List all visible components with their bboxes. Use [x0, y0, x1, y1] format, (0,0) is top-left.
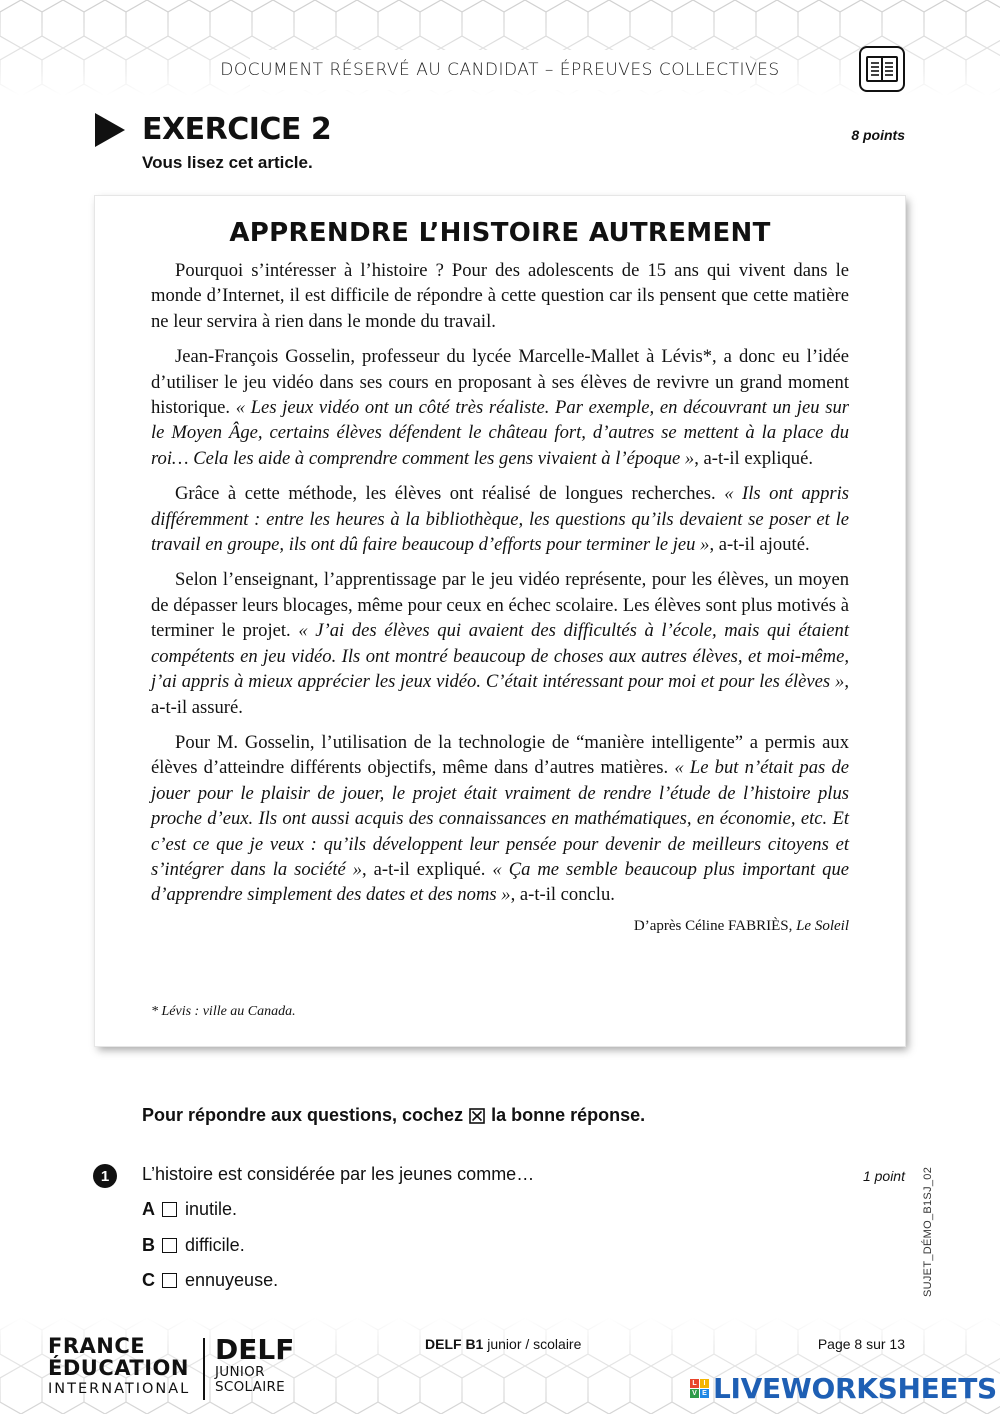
article-paragraph-1: [151, 258, 849, 334]
article-card: [95, 196, 905, 1046]
paragraph-text: Pour M. Gosselin, l’utilisation de la technologie de “manière intelligente” a permis aux élèves d’atteindre différents objectifs, même dans d’autres matières.: [151, 731, 849, 779]
exercise-points: 8 points: [851, 127, 905, 143]
article-paragraph-4: [151, 567, 849, 719]
liveworksheets-badge-icon: [690, 1379, 709, 1398]
answer-option-b[interactable]: [142, 1235, 245, 1256]
article-title: APPRENDRE L’HISTOIRE AUTREMENT: [229, 218, 771, 248]
instruction-text: Pour répondre aux questions, cochez: [142, 1105, 464, 1125]
paragraph-text: Jean-François Gosselin, professeur du lycée Marcelle-Mallet à Lévis*, a donc eu l’idée d’utiliser le jeu vidéo dans ses cours en proposant à ses élèves de revivre un grand moment historique.: [151, 346, 849, 419]
delf-logo: [215, 1335, 294, 1395]
logo-line: FRANCE: [48, 1334, 146, 1358]
option-letter: B: [142, 1235, 155, 1255]
question-number-badge: 1: [93, 1164, 117, 1188]
hexagon-pattern-top: [0, 0, 1000, 95]
answer-option-a[interactable]: [142, 1199, 237, 1220]
answer-instruction: [142, 1105, 645, 1126]
exercise-title: EXERCICE 2: [142, 112, 332, 147]
option-label: difficile.: [185, 1235, 245, 1255]
paragraph-text: , a-t-il expliqué.: [362, 858, 493, 880]
option-checkbox-a[interactable]: [162, 1202, 177, 1217]
play-arrow-icon: [95, 113, 125, 147]
instruction-text: la bonne réponse.: [491, 1105, 646, 1125]
delf-title: DELF: [215, 1333, 295, 1366]
checked-box-icon: [469, 1108, 485, 1124]
page-number: Page 8 sur 13: [817, 1336, 905, 1352]
logo-line: INTERNATIONAL: [48, 1381, 191, 1397]
option-checkbox-c[interactable]: [162, 1273, 177, 1288]
answer-option-c[interactable]: [142, 1270, 278, 1291]
watermark-text: LIVEWORKSHEETS: [713, 1372, 997, 1405]
logo-line: ÉDUCATION: [48, 1356, 189, 1380]
article-paragraph-2: [151, 344, 849, 471]
paragraph-quote: « Le but n’était pas de jouer pour le plaisir de jouer, le projet était vraiment de rendre l’étude de l’histoire plus proche d’eux. Ils ont aussi acquis des connaissances en mathématiques, en économie, etc. Et c’est ce que je veux : qu’ils développent leur pensée pour devenir de meilleurs citoyens et s’intégrer dans la société »: [151, 757, 849, 880]
option-label: ennuyeuse.: [185, 1270, 279, 1290]
option-letter: C: [142, 1270, 155, 1290]
paragraph-quote: « Ils ont appris différemment : entre les heures à la bibliothèque, les questions qu’ils devaient se poser et le travail en groupe, ils ont dû faire beaucoup d’efforts pour terminer le jeu »: [151, 483, 850, 556]
source-author: D’après Céline FABRIÈS,: [633, 917, 797, 934]
article-paragraph-3: [151, 481, 849, 557]
delf-subtitle: JUNIOR: [215, 1364, 265, 1380]
article-paragraph-5: [151, 730, 849, 908]
paragraph-text: Grâce à cette méthode, les élèves ont réalisé de longues recherches.: [175, 483, 725, 505]
option-letter: A: [142, 1199, 155, 1219]
question-points: 1 point: [862, 1168, 905, 1184]
badge-letter: I: [700, 1379, 709, 1388]
paragraph-text: , a-t-il expliqué.: [694, 447, 813, 469]
article-source: [151, 918, 849, 935]
paragraph-quote: « J’ai des élèves qui avaient des difficultés à l’école, mais qui étaient compétents en jeu vidéo. Ils ont montré beaucoup de choses aux autres élèves, et moi-même, j’ai appris à mieux apprécier les jeux vidéo. C’était intéressant pour moi et pour les élèves »: [151, 620, 850, 693]
paragraph-text: Selon l’enseignant, l’apprentissage par le jeu vidéo représente, pour les élèves, un moyen de dépasser leurs blocages, même pour ceux en échec scolaire. Les élèves sont plus motivés à terminer le projet.: [151, 569, 849, 642]
level-name: DELF B1: [425, 1336, 484, 1352]
source-publication: Le Soleil: [796, 917, 849, 934]
delf-subtitle: SCOLAIRE: [215, 1379, 285, 1395]
article-footnote: * Lévis : ville au Canada.: [151, 1004, 296, 1019]
document-header-title: DOCUMENT RÉSERVÉ AU CANDIDAT – ÉPREUVES COLLECTIVES: [220, 60, 780, 80]
badge-letter: L: [690, 1379, 699, 1388]
option-label: inutile.: [185, 1199, 238, 1219]
liveworksheets-watermark: [690, 1372, 997, 1405]
subject-code: SUJET_DÉMO_B1SJ_02: [922, 1166, 934, 1297]
paragraph-quote: « Ça me semble beaucoup plus important que d’apprendre simplement des dates et des noms »: [151, 858, 850, 906]
badge-letter: E: [700, 1389, 709, 1398]
paragraph-quote: « Les jeux vidéo ont un côté très réaliste. Par exemple, en découvrant un jeu sur le Moyen Âge, certains élèves défendent le château fort, d’autres se mettent à la place du roi… Cela les aide à comprendre comment les gens vivaient à l’époque »: [151, 397, 849, 469]
book-icon: [859, 46, 905, 92]
paragraph-text: , a-t-il assuré.: [151, 671, 849, 718]
exam-level: [425, 1336, 581, 1352]
exercise-subtitle: Vous lisez cet article.: [142, 153, 313, 172]
paragraph-text: Pourquoi s’intéresser à l’histoire ? Pour des adolescents de 15 ans qui vivent dans le monde d’Internet, il est difficile de répondre à cette question car ils pensent que cette matière ne leur servira à rien dans le monde du travail.: [151, 260, 849, 332]
footer-divider: [203, 1338, 205, 1400]
france-education-logo: [48, 1335, 190, 1399]
paragraph-text: , a-t-il conclu.: [510, 884, 615, 906]
paragraph-text: , a-t-il ajouté.: [709, 534, 810, 556]
question-text: L’histoire est considérée par les jeunes comme…: [142, 1164, 535, 1184]
badge-letter: V: [690, 1389, 699, 1398]
level-audience: junior / scolaire: [483, 1336, 582, 1352]
option-checkbox-b[interactable]: [162, 1238, 177, 1253]
